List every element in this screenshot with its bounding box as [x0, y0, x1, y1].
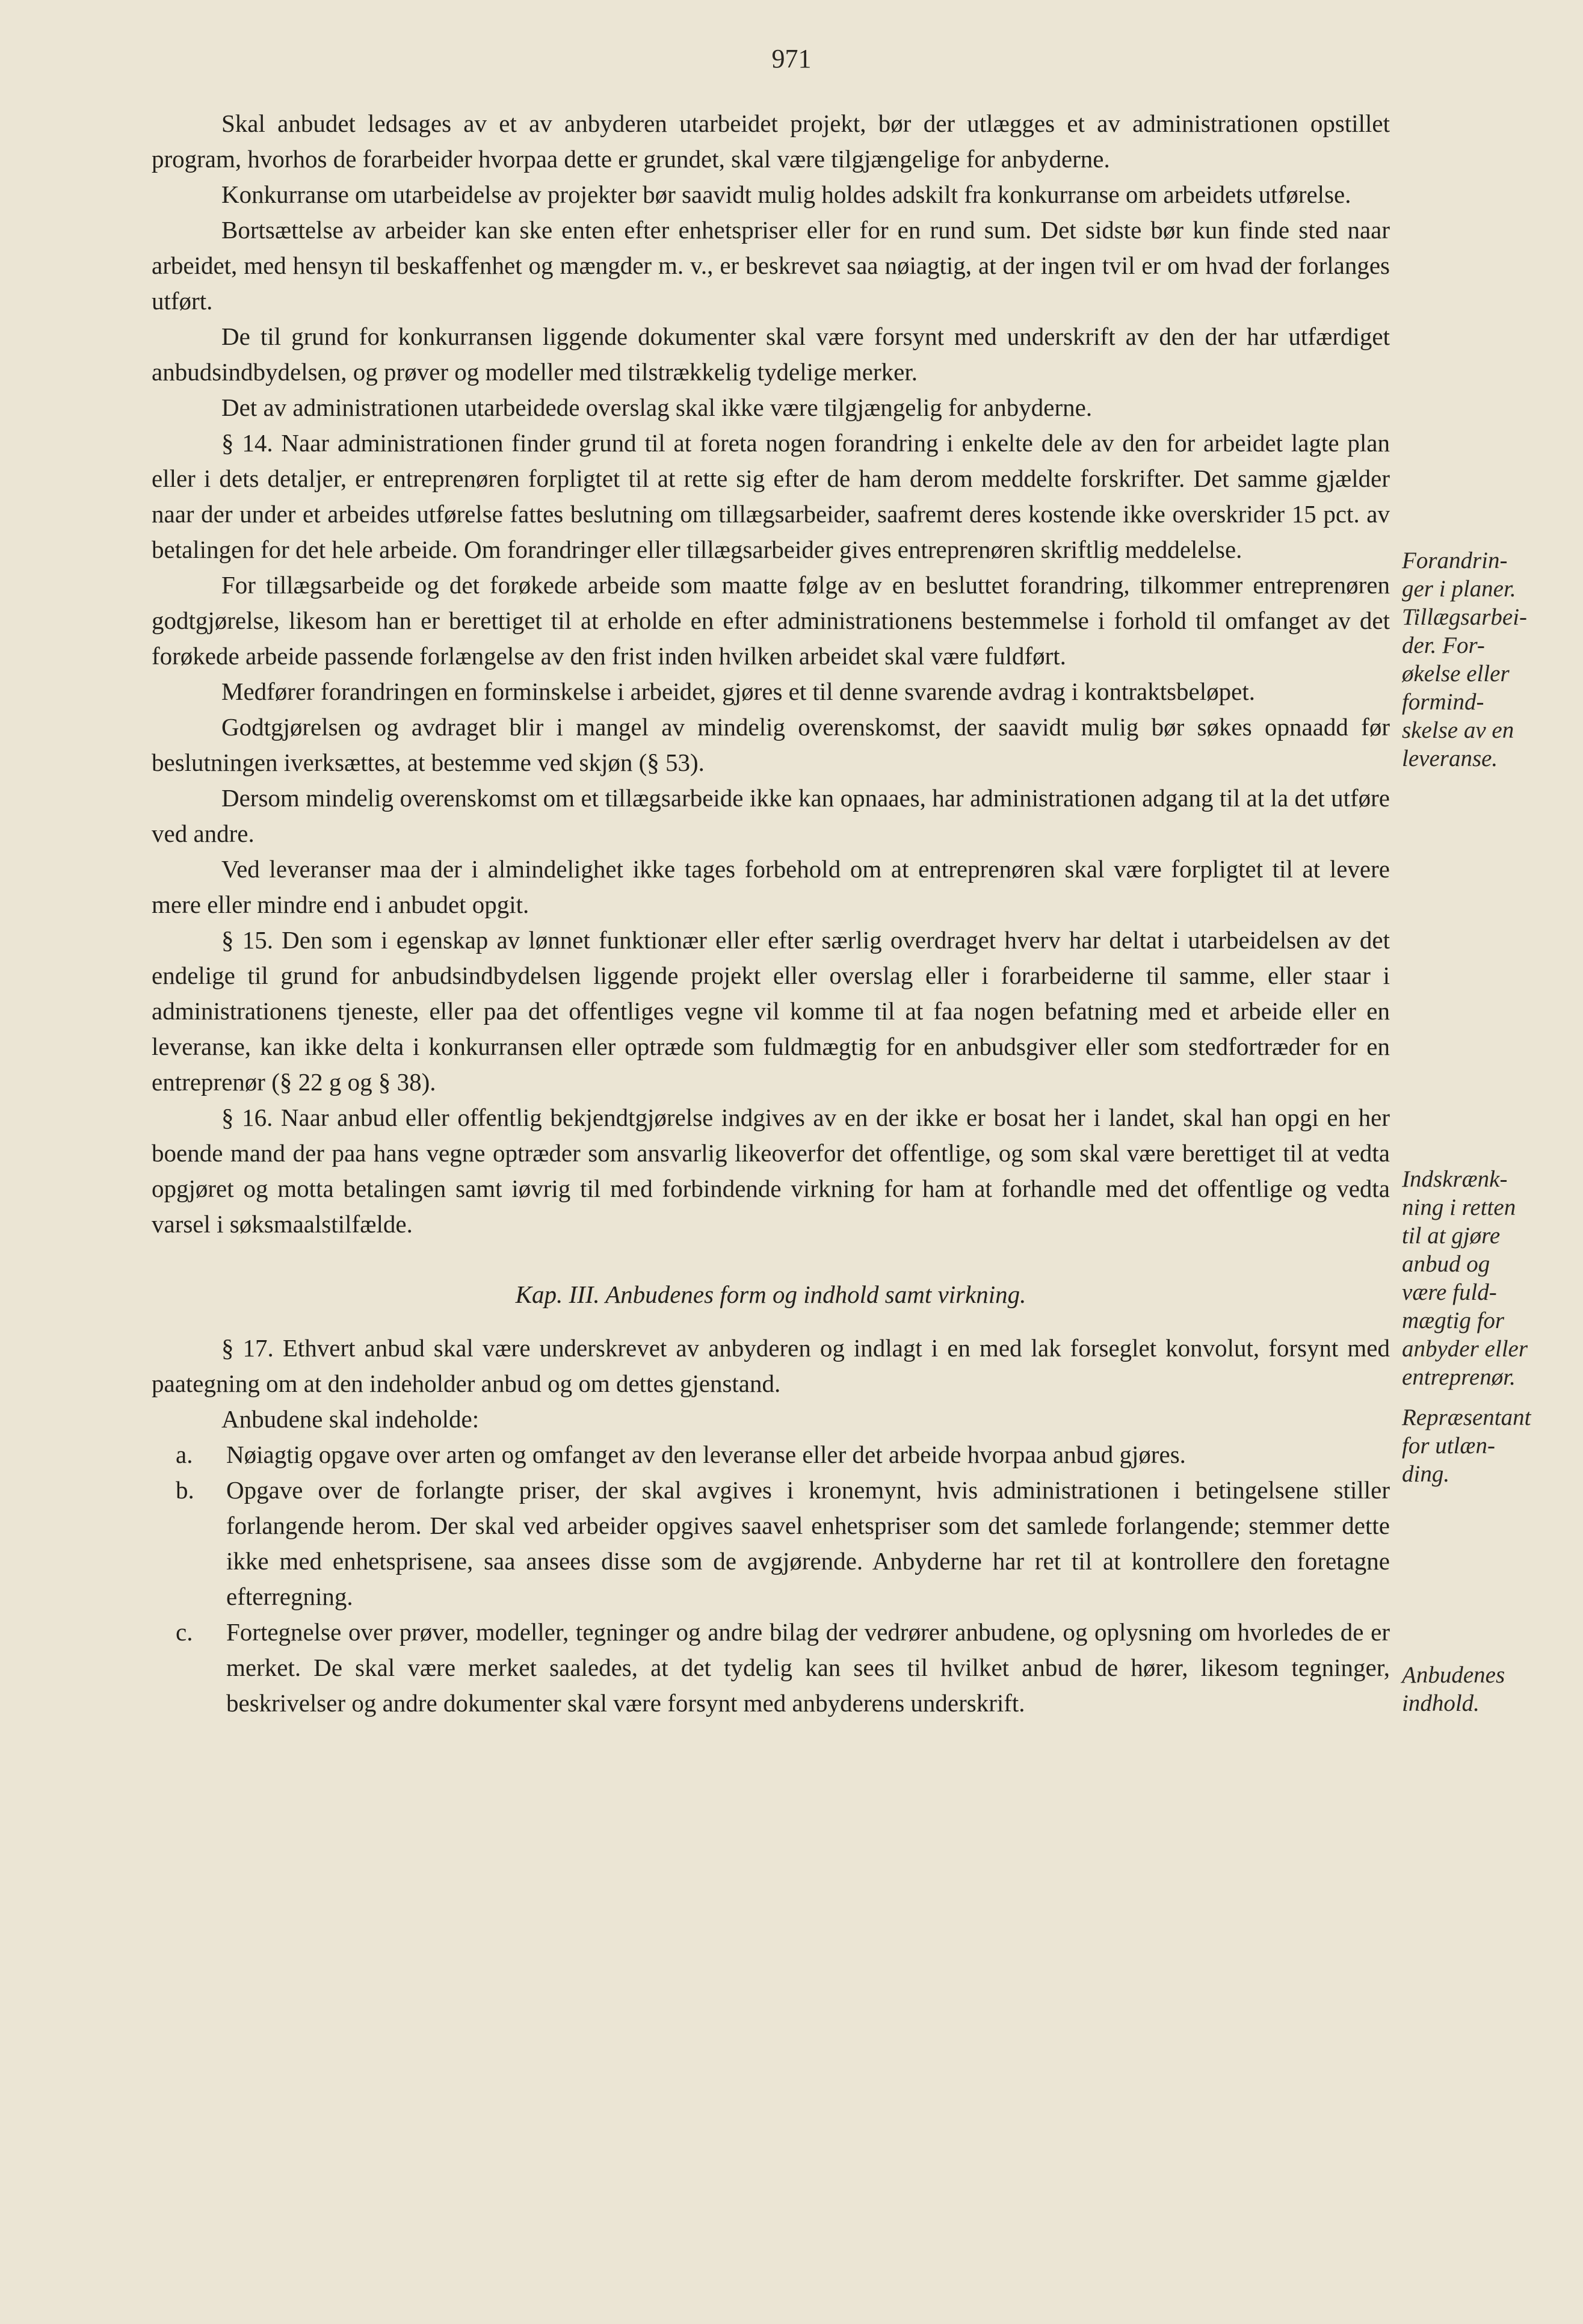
paragraph-section-17: § 17. Ethvert anbud skal være underskrevet av anbyderen og indlagt i en med lak forseglet konvolut, forsynt med paategning om at den indeholder anbud og om dettes gjenstand. — [152, 1334, 1390, 1397]
margin-note-line: formind- — [1402, 689, 1484, 715]
list-text: Fortegnelse over prøver, modeller, tegninger og andre bilag der vedrører anbudene, og oplysning om hvorledes de er merket. De skal være merket saaledes, at det tydelig kan sees til hvilket anbud de hører, likesom tegninger, beskrivelser og andre dokumenter skal være forsynt med anbyderens underskrift. — [226, 1618, 1390, 1717]
list-item-b — [152, 1473, 1390, 1615]
margin-note-indskraenkning — [1402, 1165, 1576, 1391]
margin-note-line: mægtig for — [1402, 1308, 1505, 1334]
list-label: a. — [176, 1441, 193, 1468]
margin-note-line: anbud og — [1402, 1251, 1490, 1277]
body-text — [152, 106, 1390, 1721]
margin-note-line: der. For- — [1402, 632, 1485, 658]
list-text: Nøiagtig opgave over arten og omfanget av den leveranse eller det arbeide hvorpaa anbud gjøres. — [226, 1441, 1186, 1468]
paragraph: Bortsættelse av arbeider kan ske enten efter enhetspriser eller for en rund sum. Det sidste bør kun finde sted naar arbeidet, med hensyn til beskaffenhet og mængder m. v., er beskrevet saa nøiagtig, at der ingen tvil er om hvad der forlanges utført. — [152, 216, 1390, 315]
margin-note-line: indhold. — [1402, 1690, 1480, 1716]
margin-note-line: til at gjøre — [1402, 1223, 1501, 1249]
margin-note-line: ger i planer. — [1402, 576, 1516, 602]
margin-note-line: Repræsentant — [1402, 1405, 1531, 1430]
paragraph: Godtgjørelsen og avdraget blir i mangel av mindelig overenskomst, der saavidt mulig bør søkes opnaadd før beslutningen iverksættes, at bestemme ved skjøn (§ 53). — [152, 713, 1390, 776]
paragraph-section-15: § 15. Den som i egenskap av lønnet funktionær eller efter særlig overdraget hverv har deltat i utarbeidelsen av det endelige til grund for anbudsindbydelsen liggende projekt eller overslag eller i forarbeiderne til samme, eller staar i administrationens tjeneste, eller paa det offentliges vegne vil komme til at faa nogen befatning med et arbeide eller en leveranse, kan ikke delta i konkurransen eller optræde som fuldmægtig for en anbudsgiver eller som stedfortræder for en entreprenør (§ 22 g og § 38). — [152, 926, 1390, 1096]
list-item-c — [152, 1615, 1390, 1721]
margin-note-line: leveranse. — [1402, 746, 1498, 771]
margin-note-line: økelse eller — [1402, 661, 1510, 687]
page-number: 971 — [771, 44, 812, 73]
margin-note-line: ding. — [1402, 1461, 1450, 1487]
margin-note-line: ning i retten — [1402, 1194, 1516, 1220]
paragraph: Dersom mindelig overenskomst om et tillægsarbeide ikke kan opnaaes, har administrationen adgang til at la det utføre ved andre. — [152, 784, 1390, 847]
paragraph: De til grund for konkurransen liggende dokumenter skal være forsynt med underskrift av den der har utfærdiget anbudsindbydelsen, og prøver og modeller med tilstrækkelig tydelige merker. — [152, 323, 1390, 386]
paragraph: Ved leveranser maa der i almindelighet ikke tages forbehold om at entreprenøren skal være forpligtet til at levere mere eller mindre end i anbudet opgit. — [152, 855, 1390, 918]
margin-note-line: Anbudenes — [1402, 1662, 1505, 1688]
list-label: c. — [176, 1618, 193, 1646]
paragraph: Anbudene skal indeholde: — [221, 1405, 480, 1433]
paragraph: Konkurranse om utarbeidelse av projekter bør saavidt mulig holdes adskilt fra konkurranse om arbeidets utførelse. — [221, 181, 1351, 208]
paragraph-section-16: § 16. Naar anbud eller offentlig bekjendtgjørelse indgives av en der ikke er bosat her i landet, skal han opgi en her boende mand der paa hans vegne optræder som ansvarlig likeoverfor det offentlige, og som skal være berettiget til at vedta opgjøret og motta betalingen samt iøvrig til med forbindende virkning for ham at forhandle med det offentlige og vedta varsel i søksmaalstilfælde. — [152, 1104, 1390, 1238]
margin-note-line: anbyder eller — [1402, 1336, 1528, 1362]
chapter-heading: Kap. III. Anbudenes form og indhold samt virkning. — [515, 1281, 1026, 1308]
margin-note-line: skelse av en — [1402, 717, 1514, 743]
margin-note-repraesentant — [1402, 1403, 1576, 1488]
margin-note-line: være fuld- — [1402, 1279, 1497, 1305]
list-label: b. — [176, 1476, 194, 1504]
margin-note-line: Forandrin- — [1402, 548, 1508, 573]
list-item-a — [152, 1437, 1390, 1473]
margin-note-forandringer — [1402, 546, 1576, 773]
margin-note-line: Indskrænk- — [1402, 1166, 1508, 1192]
margin-note-line: for utlæn- — [1402, 1433, 1495, 1459]
paragraph: Medfører forandringen en forminskelse i arbeidet, gjøres et til denne svarende avdrag i kontraktsbeløpet. — [221, 678, 1255, 705]
margin-note-line: entreprenør. — [1402, 1364, 1516, 1390]
margin-note-line: Tillægsarbei- — [1402, 604, 1528, 630]
paragraph: For tillægsarbeide og det forøkede arbeide som maatte følge av en besluttet forandring, tilkommer entreprenøren godtgjørelse, likesom han er berettiget til at erholde en efter administrationens bestemmelse i forhold til omfanget av det forøkede arbeide passende forlængelse av den frist inden hvilken arbeidet skal være fuldført. — [152, 571, 1390, 670]
paragraph: Skal anbudet ledsages av et av anbyderen utarbeidet projekt, bør der utlægges et av administrationen opstillet program, hvorhos de forarbeider hvorpaa dette er grundet, skal være tilgjængelige for anbyderne. — [152, 110, 1390, 173]
paragraph: Det av administrationen utarbeidede overslag skal ikke være tilgjængelig for anbyderne. — [221, 394, 1093, 421]
list-text: Opgave over de forlangte priser, der skal avgives i kronemynt, hvis administrationen i betingelsene stiller forlangende herom. Der skal ved arbeider opgives saavel enhetspriser som det samlede forlangende; stemmer dette ikke med enhetsprisene, saa ansees disse som de avgjørende. Anbyderne har ret til at kontrollere den foretagne efterregning. — [226, 1476, 1390, 1610]
paragraph-section-14: § 14. Naar administrationen finder grund til at foreta nogen forandring i enkelte dele av den for arbeidet lagte plan eller i dets detaljer, er entreprenøren forpligtet til at rette sig efter de ham derom meddelte forskrifter. Det samme gjælder naar der under et arbeides utførelse fattes beslutning om tillægsarbeider, saafremt deres kostende ikke overskrider 15 pct. av betalingen for det hele arbeide. Om forandringer eller tillægsarbeider gives entreprenøren skriftlig meddelelse. — [152, 429, 1390, 563]
margin-note-anbudenes — [1402, 1661, 1576, 1717]
